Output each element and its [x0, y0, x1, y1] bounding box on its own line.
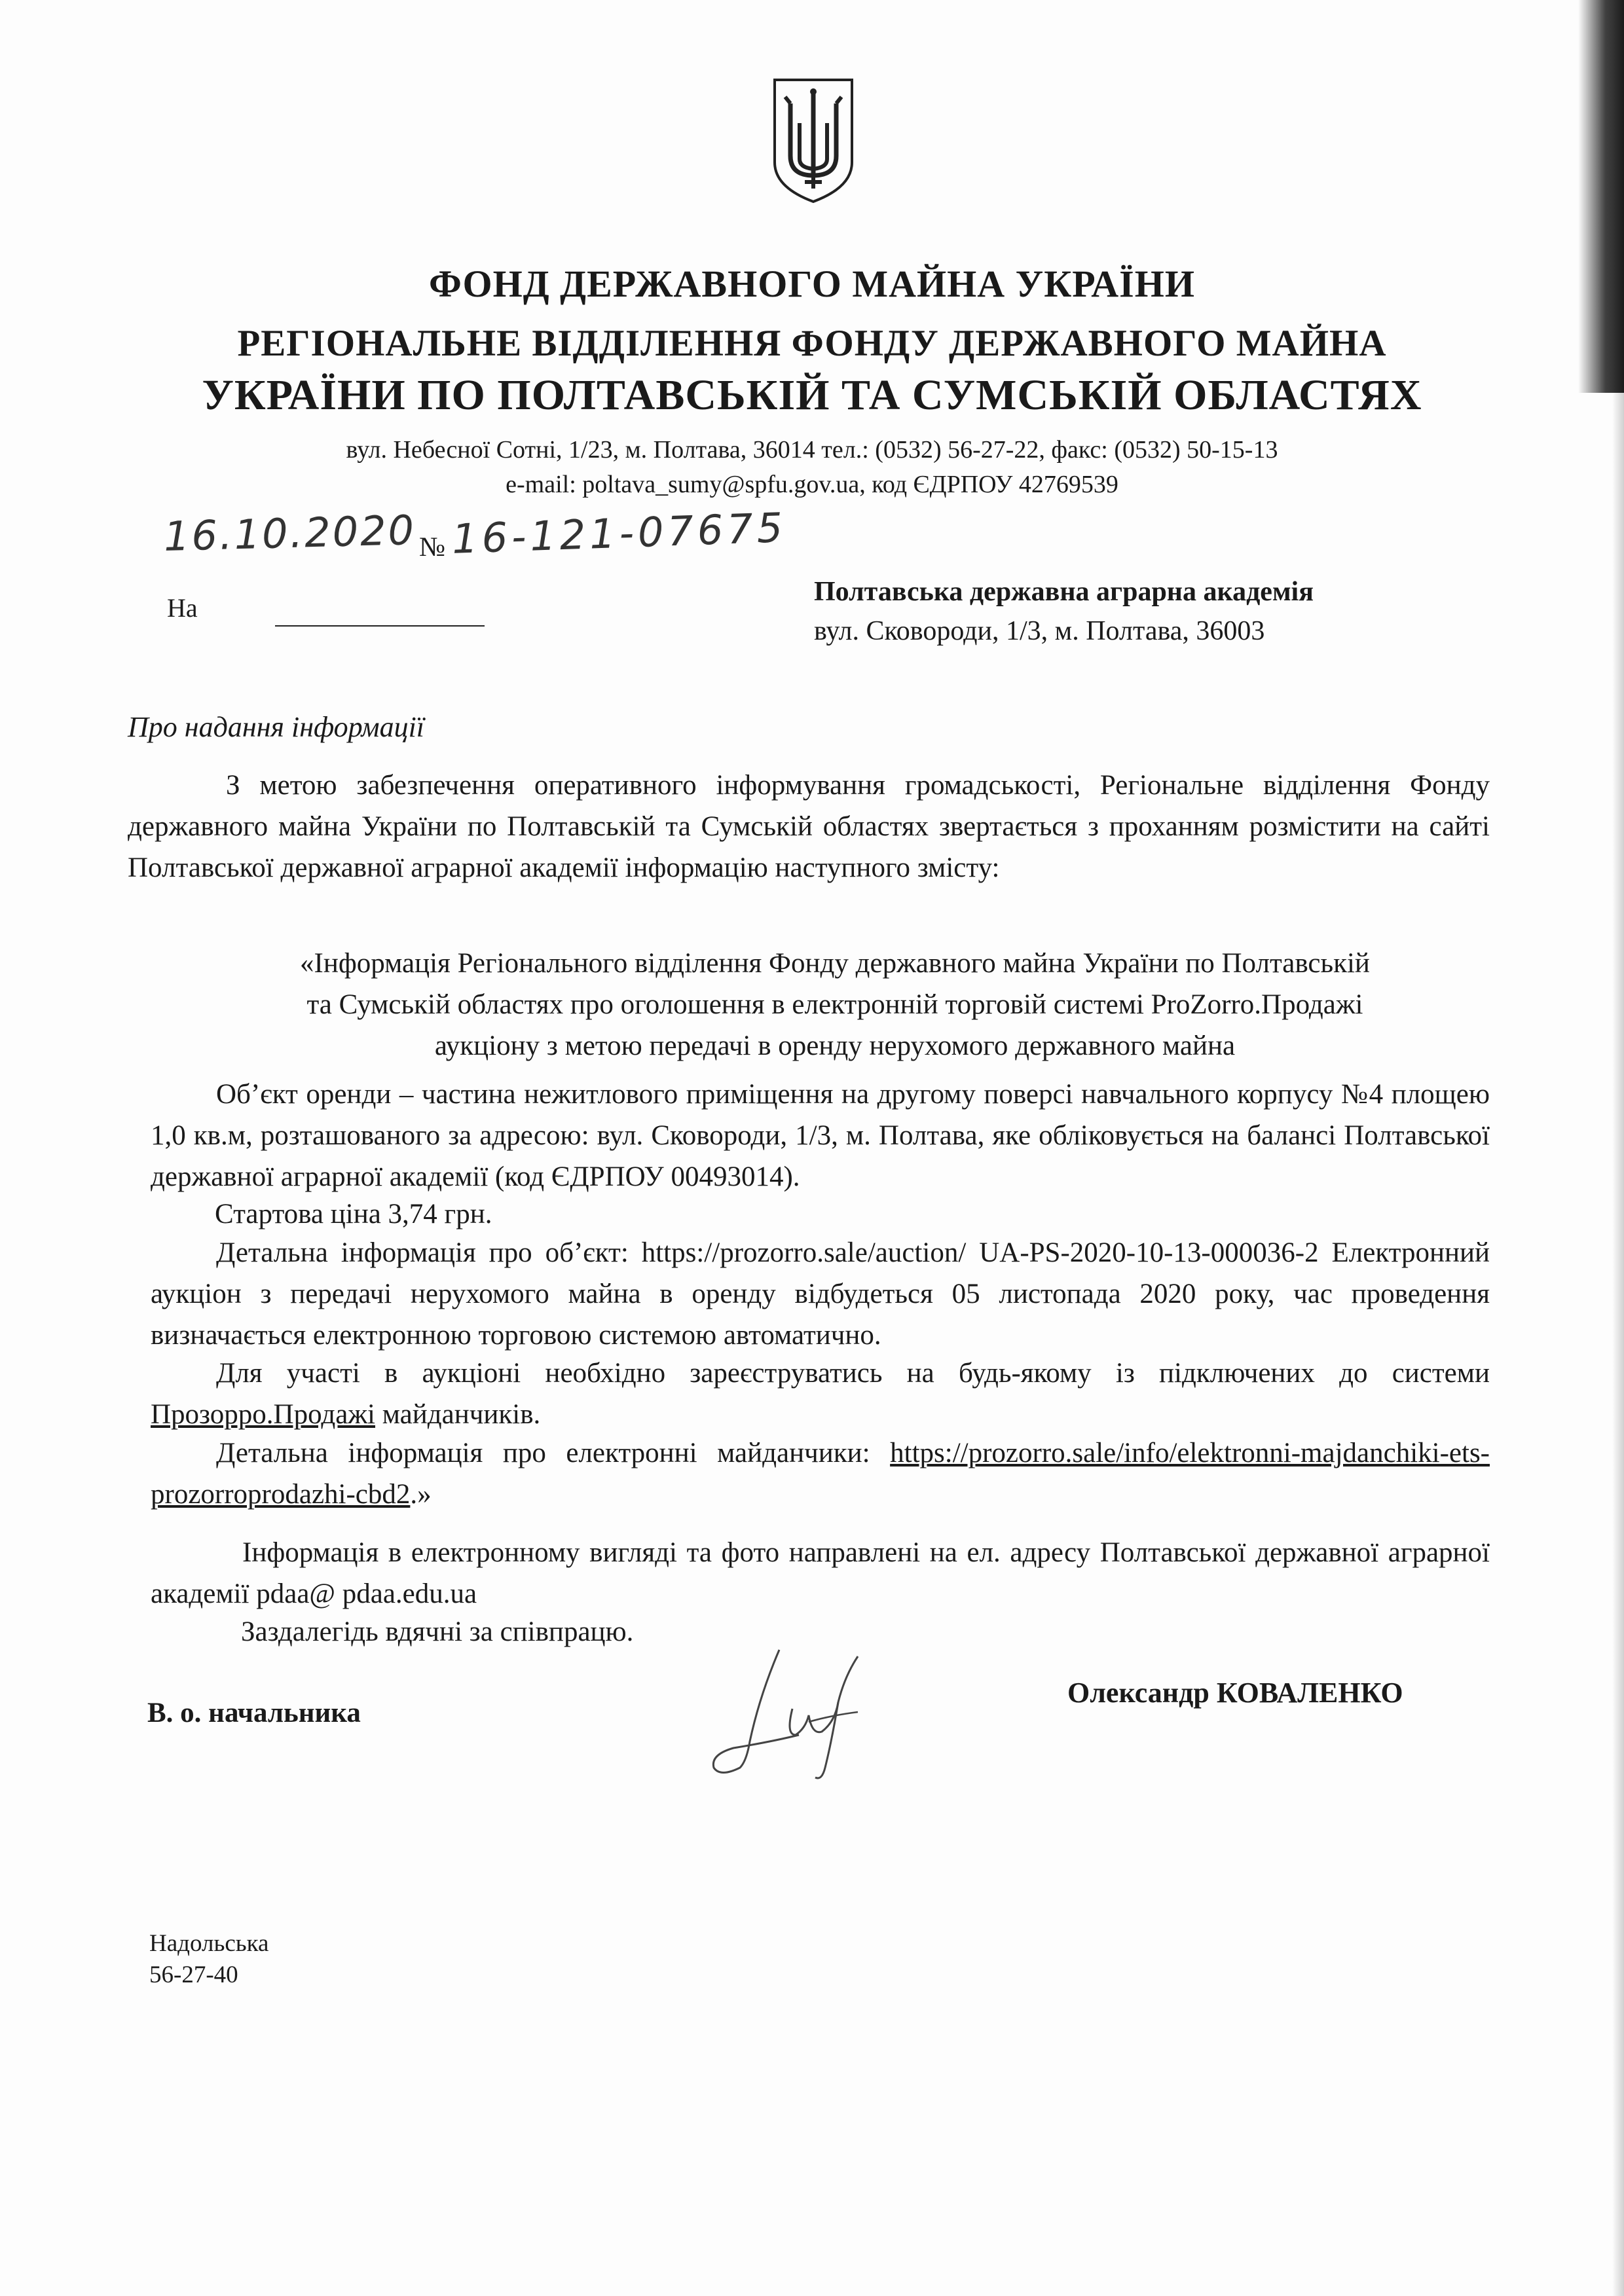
- paragraph-text: Для участі в аукціоні необхідно зареєструватись на будь-якому із підключених до системи: [216, 1358, 1490, 1389]
- platforms-link[interactable]: https://prozorro.sale/info/elektronni-majdanchiki-ets-prozorroprodazhi-cbd2: [151, 1438, 1490, 1510]
- announcement-heading-line: «Інформація Регіонального відділення Фонду державного майна України по Полтавській: [300, 948, 1370, 979]
- registration-date: 16.10.2020: [163, 505, 416, 561]
- reference-blank-line: [275, 625, 485, 627]
- registration-number-label: №: [419, 532, 446, 562]
- body-paragraph-email: Інформація в електронному вигляді та фото направлені на ел. адресу Полтавської державної аграрної академії pdaa@ pdaa.edu.ua: [151, 1537, 1490, 1609]
- body-paragraph-auction: Детальна інформація про об’єкт: https://prozorro.sale/auction/ UA-PS-2020-10-13-000036-2 Електронний аукціон з передачі нерухомого майна в оренду відбудеться 05 листопада 2020 року, час проведення визначається електронною торговою системою автоматично.: [151, 1237, 1490, 1351]
- executor-name: Надольська: [149, 1930, 269, 1957]
- thanks-line: Заздалегідь вдячні за співпрацю.: [241, 1616, 634, 1647]
- body-paragraph-object: Об’єкт оренди – частина нежитлового приміщення на другому поверсі навчального корпусу №4 площею 1,0 кв.м, розташованого за адресою: вул. Сковороди, 1/3, м. Полтава, яке обліковується на балансі Полтавської державної аграрної академії (код ЄДРПОУ 00493014).: [151, 1079, 1490, 1192]
- contact-email: e-mail: poltava_sumy@spfu.gov.ua, код ЄДРПОУ 42769539: [506, 471, 1118, 498]
- body-paragraph-1: З метою забезпечення оперативного інформування громадськості, Регіональне відділення Фонду державного майна України по Полтавській та Сумській областях звертається з проханням розмістити на сайті Полтавської державної аграрної академії інформацію наступного змісту:: [128, 770, 1490, 883]
- starting-price: Стартова ціна 3,74 грн.: [215, 1199, 492, 1230]
- recipient-name: Полтавська державна аграрна академія: [814, 577, 1314, 607]
- reference-label: На: [167, 593, 198, 623]
- executor-info: [149, 1928, 268, 1991]
- coat-of-arms-icon: [771, 77, 856, 205]
- paragraph-text: майданчиків.: [375, 1399, 541, 1430]
- paragraph-text: Детальна інформація про електронні майданчики:: [216, 1438, 891, 1468]
- body-paragraph-platforms: [151, 1432, 1490, 1515]
- org-name-line-2: РЕГІОНАЛЬНЕ ВІДДІЛЕННЯ ФОНДУ ДЕРЖАВНОГО МАЙНА: [237, 323, 1387, 364]
- announcement-heading-line: аукціону з метою передачі в оренду нерухомого державного майна: [434, 1030, 1236, 1061]
- registration-number: 16-121-07675: [451, 503, 788, 563]
- org-name-line-1: ФОНД ДЕРЖАВНОГО МАЙНА УКРАЇНИ: [429, 263, 1195, 305]
- org-name-line-3: УКРАЇНИ ПО ПОЛТАВСЬКІЙ ТА СУМСЬКІЙ ОБЛАСТЯХ: [202, 371, 1422, 419]
- signatory-name: Олександр КОВАЛЕНКО: [1067, 1677, 1403, 1709]
- body-paragraph-registration: [151, 1353, 1490, 1435]
- handwritten-signature-icon: [681, 1637, 897, 1794]
- paragraph-text: .»: [410, 1479, 432, 1510]
- contact-address: вул. Небесної Сотні, 1/23, м. Полтава, 36014 тел.: (0532) 56-27-22, факс: (0532) 50-15-13: [346, 436, 1278, 464]
- recipient-address: вул. Сковороди, 1/3, м. Полтава, 36003: [814, 616, 1265, 646]
- letter-subject: Про надання інформації: [128, 711, 425, 743]
- announcement-heading-line: та Сумській областях про оголошення в електронній торговій системі ProZorro.Продажі: [306, 989, 1363, 1020]
- announcement-heading: [183, 943, 1486, 1066]
- executor-phone: 56-27-40: [149, 1961, 238, 1988]
- signatory-role: В. о. начальника: [147, 1698, 361, 1728]
- prozorro-link[interactable]: Прозорро.Продажі: [151, 1399, 375, 1430]
